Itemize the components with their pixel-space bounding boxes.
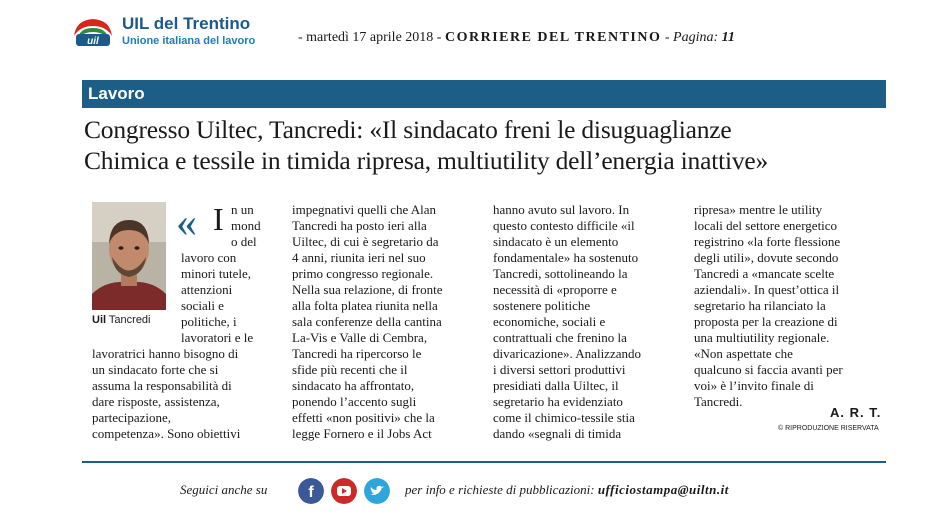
headline xyxy=(84,114,904,176)
text-line: effetti «non positivi» che la xyxy=(292,410,435,425)
text-line: locali del settore energetico xyxy=(694,218,838,233)
text-line: alla folta platea riunita nella xyxy=(292,298,438,313)
column-4 xyxy=(694,202,843,410)
follow-label: Seguici anche su xyxy=(180,482,268,497)
text-line: fondamentale» ha sostenuto xyxy=(493,250,639,265)
text-line: sindacato ha affrontato, xyxy=(292,378,415,393)
section-title: Lavoro xyxy=(88,84,145,103)
text-line: Tancredi, sottolineando la xyxy=(493,266,628,281)
text-line: 4 anni, riunita ieri nel suo xyxy=(292,250,426,265)
text-line: dare risposte, assistenza, xyxy=(92,394,220,409)
text-line: voi» è l’invito finale di xyxy=(694,378,814,393)
newspaper-name: CORRIERE DEL TRENTINO xyxy=(444,30,662,45)
contact-email[interactable]: ufficiostampa@uiltn.it xyxy=(597,482,729,497)
column-1-wrap xyxy=(181,250,253,346)
page-number: 11 xyxy=(721,30,735,45)
text-line: impegnativi quelli che Alan xyxy=(292,202,437,217)
portrait-photo xyxy=(92,202,166,310)
section-bar xyxy=(82,80,886,108)
text-line: Tancredi ha posto ieri alla xyxy=(292,218,427,233)
text-line: legge Fornero e il Jobs Act xyxy=(292,426,432,441)
text-line: necessità di «proporre e xyxy=(493,282,617,297)
text-line: «Non aspettate che xyxy=(694,346,793,361)
headline-line-1: Congresso Uiltec, Tancredi: «Il sindacato freni le disuguaglianze xyxy=(84,115,732,144)
uil-logo-icon xyxy=(70,14,116,48)
dateline: - martedì 17 aprile 2018 - CORRIERE DEL TRENTINO - Pagina: 11 xyxy=(298,30,735,45)
text-line: degli utili», dovute secondo xyxy=(694,250,839,265)
column-1-full xyxy=(92,346,240,442)
text-line: sostenere politiche xyxy=(493,298,591,313)
text-line: primo congresso regionale. xyxy=(292,266,434,281)
twitter-icon[interactable] xyxy=(364,478,390,504)
text-line: lavoratori e le xyxy=(181,330,254,345)
masthead xyxy=(70,10,870,50)
text-line: ripresa» mentre le utility xyxy=(694,202,823,217)
text-line: questo contesto difficile «il xyxy=(493,218,635,233)
text-line: proposta per la creazione di xyxy=(694,314,838,329)
text-line: assuma la responsabilità di xyxy=(92,378,232,393)
text-line: ponendo l’accento sugli xyxy=(292,394,417,409)
text-line: lavoro con xyxy=(181,250,237,265)
text-line: Tancredi ha ripercorso le xyxy=(292,346,422,361)
text-line: economiche, sociali e xyxy=(493,314,606,329)
dropcap: I xyxy=(213,201,224,237)
portrait-image xyxy=(92,202,166,310)
text-line: qualcuno si faccia avanti per xyxy=(694,362,843,377)
text-line: una multiutility regionale. xyxy=(694,330,830,345)
text-line: presidiati dalla Uiltec, il xyxy=(493,378,619,393)
column-2 xyxy=(292,202,443,442)
text-line: Tancredi. xyxy=(694,394,743,409)
text-line: lavoratrici hanno bisogno di xyxy=(92,346,239,361)
svg-text:f: f xyxy=(308,484,314,501)
text-line: Nella sua relazione, di fronte xyxy=(292,282,443,297)
text-line: sala conferenze della cantina xyxy=(292,314,442,329)
text-line: partecipazione, xyxy=(92,410,172,425)
headline-line-2: Chimica e tessile in timida ripresa, multiutility dell’energia inattive» xyxy=(84,146,769,175)
text-line: un sindacato forte che si xyxy=(92,362,219,377)
text-line: sfide più recenti che il xyxy=(292,362,408,377)
youtube-icon[interactable] xyxy=(331,478,357,504)
text-line: Tancredi a «mancate scelte xyxy=(694,266,835,281)
text-line: mond xyxy=(231,218,261,233)
org-subtitle: Unione italiana del lavoro xyxy=(122,35,256,47)
text-line: politiche, i xyxy=(181,314,237,329)
text-line: contrattuali che frenino la xyxy=(493,330,627,345)
text-line: attenzioni xyxy=(181,282,233,297)
column-3 xyxy=(493,202,641,442)
text-line: La-Vis e Valle di Cembra, xyxy=(292,330,428,345)
photo-caption: Uil Tancredi xyxy=(92,314,151,326)
page-label: Pagina: xyxy=(673,30,719,45)
text-line: Uiltec, di cui è segretario da xyxy=(292,234,439,249)
text-line: o del xyxy=(231,234,257,249)
column-1-beside-cap xyxy=(231,202,261,250)
facebook-icon[interactable] xyxy=(298,478,324,504)
text-line: dando «segnali di timida xyxy=(493,426,622,441)
text-line: aziendali». In quest’ottica il xyxy=(694,282,840,297)
author-signature: A. R. T. xyxy=(830,405,882,420)
footer-rule xyxy=(82,461,886,463)
text-line: come il chimico-tessile stia xyxy=(493,410,635,425)
text-line: competenza». Sono obiettivi xyxy=(92,426,241,441)
publication-date: - martedì 17 aprile 2018 xyxy=(298,30,434,45)
svg-text:uil: uil xyxy=(87,36,99,47)
text-line: hanno avuto sul lavoro. In xyxy=(493,202,630,217)
text-line: n un xyxy=(231,202,254,217)
info-label: per info e richieste di pubblicazioni: xyxy=(405,482,595,497)
text-line: sindacato è un elemento xyxy=(493,234,619,249)
text-line: registrino «la forte flessione xyxy=(694,234,841,249)
footer-info xyxy=(405,482,729,498)
text-line: segretario ha rilanciato la xyxy=(694,298,826,313)
text-line: segretario ha evidenziato xyxy=(493,394,623,409)
text-line: divaricazione». Analizzando xyxy=(493,346,641,361)
rights-notice: © RIPRODUZIONE RISERVATA xyxy=(778,425,879,432)
text-line: i diversi settori produttivi xyxy=(493,362,626,377)
text-line: sociali e xyxy=(181,298,224,313)
text-line: minori tutele, xyxy=(181,266,252,281)
org-name: UIL del Trentino xyxy=(122,14,251,33)
opening-quote: « xyxy=(176,200,197,246)
